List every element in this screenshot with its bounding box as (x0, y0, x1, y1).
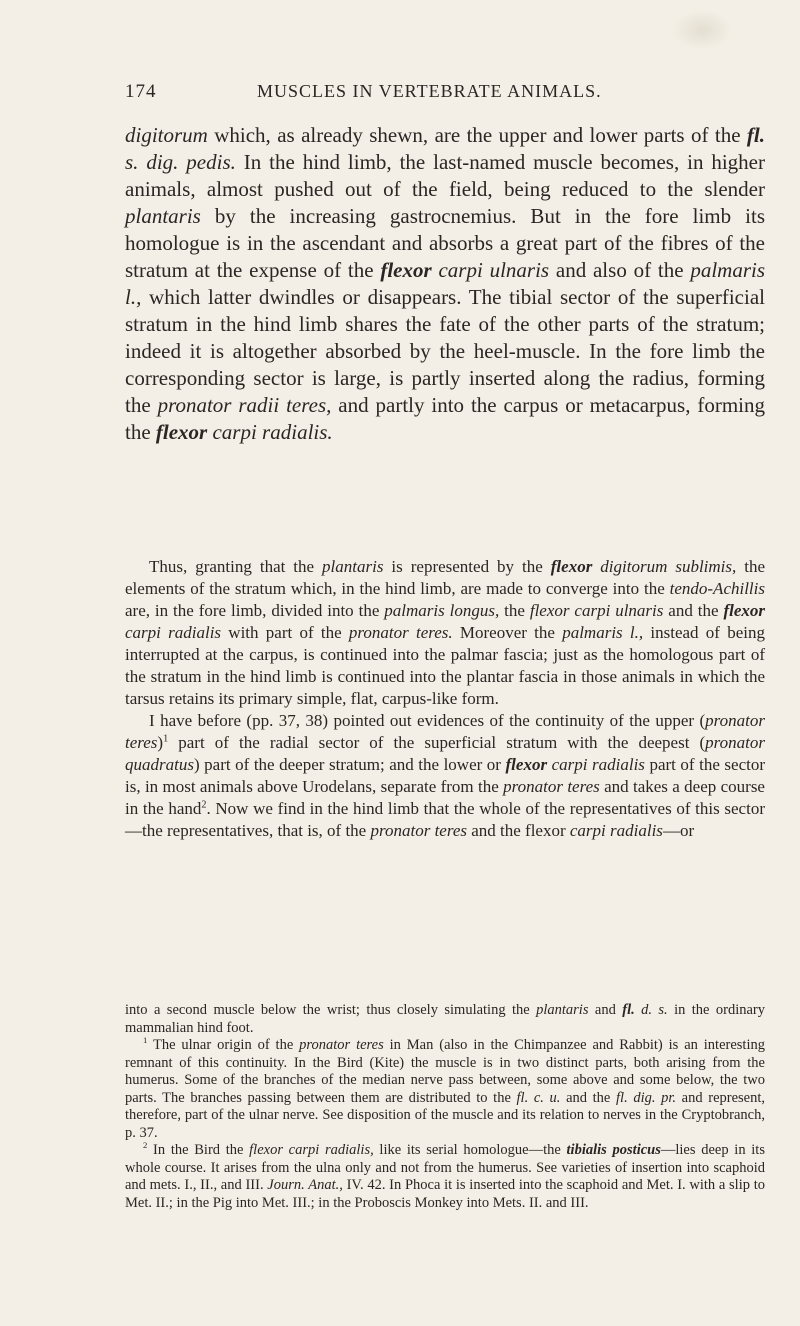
running-title: MUSCLES IN VERTEBRATE ANIMALS. (257, 81, 602, 101)
footnote-2: $^2$ In the Bird the flexor carpi radialis, like its serial homologue—the tibialis posticus—lies deep in its whole course. It arises from the ulna only and not from the humerus. See varieties of insertion into scaphoid and mets. I., II., and III. Journ. Anat., IV. 42. In Phoca it is inserted into the scaphoid and Met. I. with a slip to Met. II.; in the Pig into Met. III.; in the Proboscis Monkey into Mets. II. and III. (125, 1140, 765, 1211)
footnote-continuation: into a second muscle below the wrist; thus closely simulating the plantaris and fl. d. s. in the ordinary mammalian hind foot. (125, 1002, 765, 1036)
footnote-1: $^1$ The ulnar origin of the pronator teres in Man (also in the Chimpanzee and Rabbit) is an interesting remnant of this continuity. In the Bird (Kite) the muscle is in two distinct parts, both arising from the humerus. Some of the branches of the median nerve pass between, some above and some below, the two parts. The branches passing between them are distributed to the fl. c. u. and the fl. dig. pr. and represent, therefore, part of the ulnar nerve. See disposition of the muscle and its relation to nerves in the Cryptobranch, p. 37. (125, 1035, 766, 1141)
page-number: 174 (125, 81, 157, 102)
paragraph-2: Thus, granting that the plantaris is represented by the flexor digitorum sublimis, the elements of the stratum which, in the hind limb, are made to converge into the tendo-Achillis are, in the fore limb, divided into the palmaris longus, the flexor carpi ulnaris and the flexor carpi radialis with part of the pronator teres. Moreover the palmaris l., instead of being interrupted at the carpus, is continued into the palmar fascia; just as the homologous part of the stratum in the hind limb is continued into the plantar fascia in those animals in which the tarsus retains its primary simple, flat, carpus-like form. (125, 557, 766, 708)
paper-stain (672, 10, 732, 50)
paragraph-1: digitorum which, as already shewn, are the upper and lower parts of the fl. s. dig. pedis. In the hind limb, the last-named muscle becomes, in higher animals, almost pushed out of the field, being reduced to the slender plantaris by the increasing gastrocnemius. But in the fore limb its homologue is in the ascendant and absorbs a great part of the fibres of the stratum at the expense of the flexor carpi ulnaris and also of the palmaris l., which latter dwindles or disappears. The tibial sector of the superficial stratum in the hind limb shares the fate of the other parts of the stratum; indeed it is altogether absorbed by the heel-muscle. In the fore limb the corresponding sector is large, is partly inserted along the radius, forming the pronator radii teres, and partly into the carpus or metacarpus, forming the flexor carpi radialis. (125, 123, 766, 444)
main-text-small (125, 556, 765, 842)
paragraph-3: I have before (pp. 37, 38) pointed out evidences of the continuity of the upper (pronator teres)$^1$ part of the radial sector of the superficial stratum with the deepest (pronator quadratus) part of the deeper stratum; and the lower or flexor carpi radialis part of the sector is, in most animals above Urodelans, separate from the pronator teres and takes a deep course in the hand$^2$. Now we find in the hind limb that the whole of the representatives of this sector—the representatives, that is, of the pronator teres and the flexor carpi radialis—or (125, 711, 766, 840)
footnote-block (125, 1002, 765, 1212)
